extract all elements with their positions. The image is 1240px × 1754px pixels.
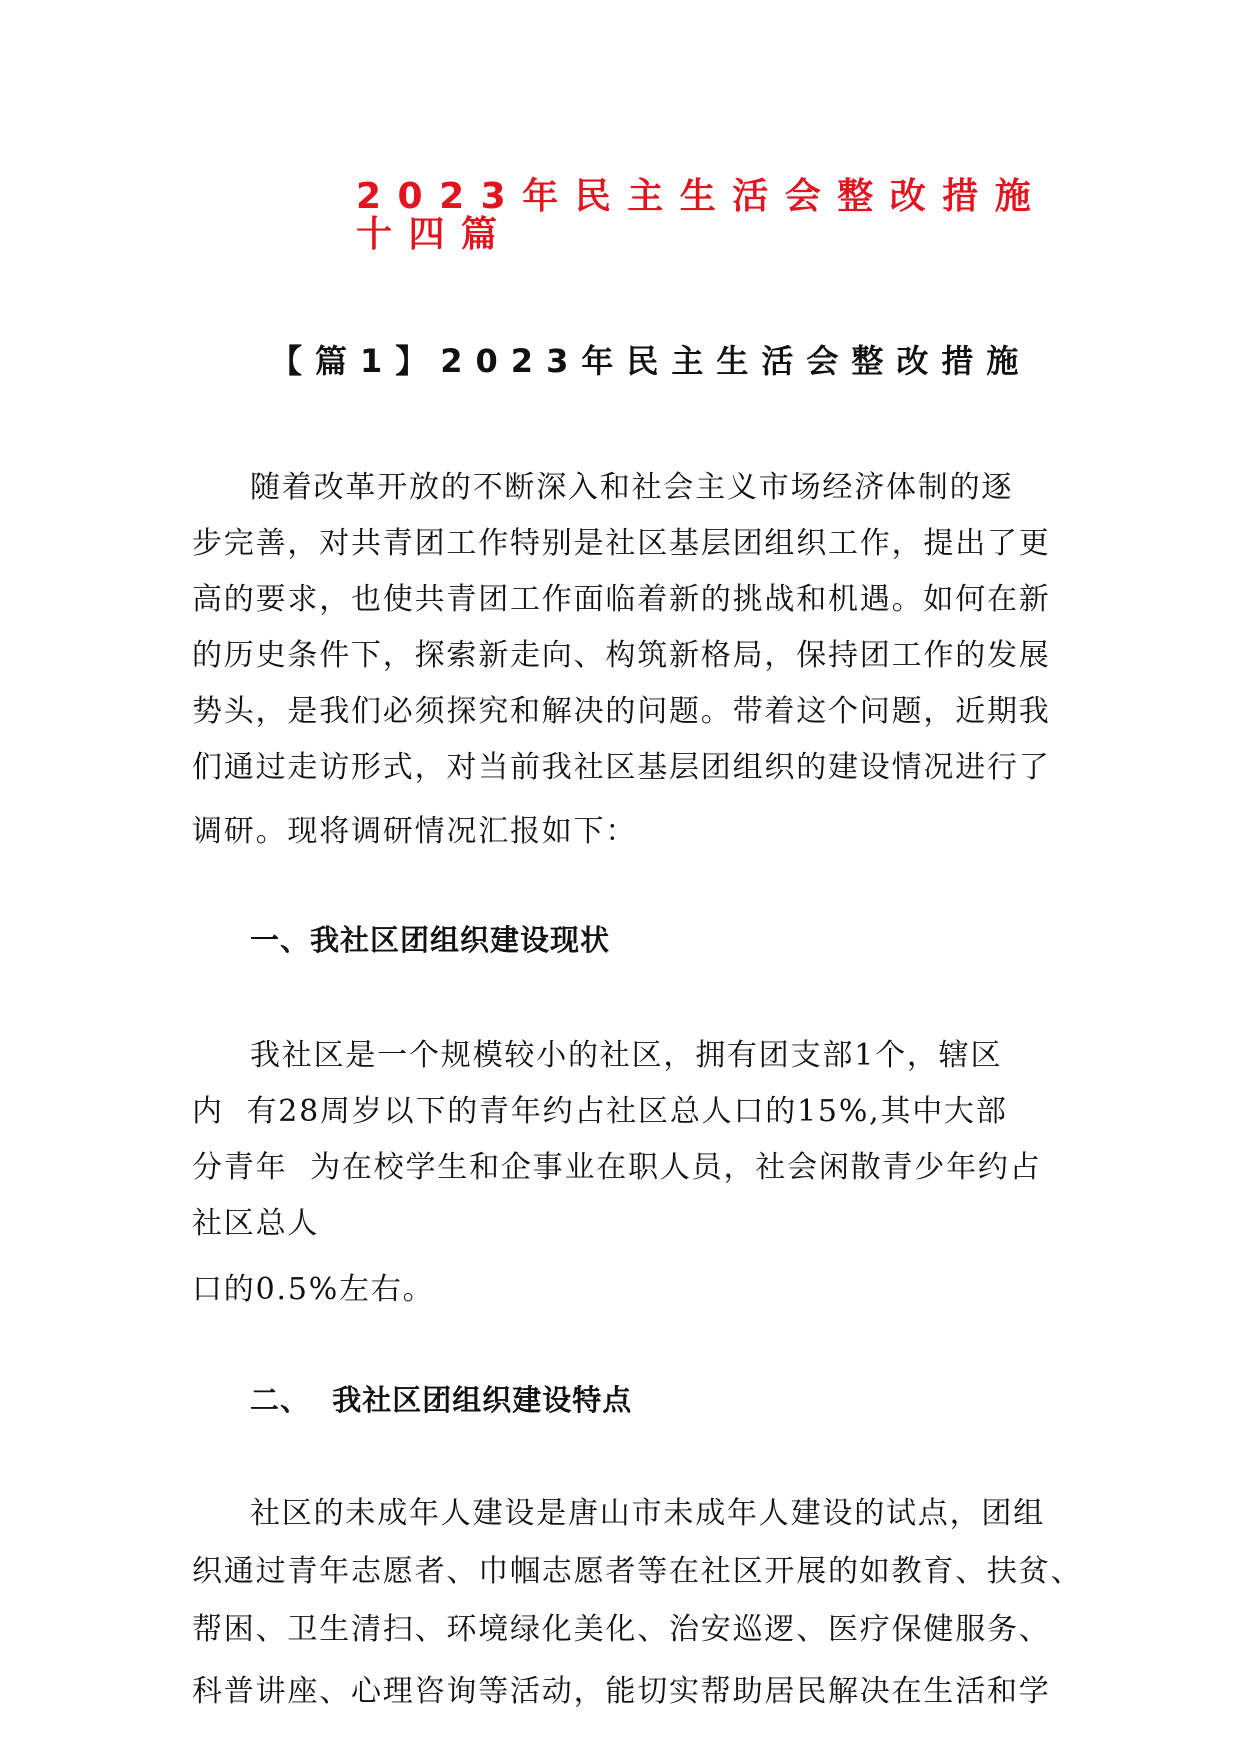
paragraph-line: 我社区是一个规模较小的社区，拥有团支部1个，辖区 <box>250 1038 1003 1073</box>
subheading-features: 二、 我社区团组织建设特点 <box>250 1383 633 1417</box>
paragraph-line: 分青年 为在校学生和企事业在职人员，社会闲散青少年约占 <box>192 1150 1042 1185</box>
paragraph-line: 内 有28周岁以下的青年约占社区总人口的15%,其中大部 <box>192 1094 1008 1129</box>
paragraph-line: 高的要求，也使共青团工作面临着新的挑战和机遇。如何在新 <box>192 582 1051 617</box>
paragraph-line: 科普讲座、心理咨询等活动，能切实帮助居民解决在生活和学 <box>192 1674 1051 1709</box>
paragraph-line: 口的0.5%左右。 <box>192 1272 435 1307</box>
section-heading: 【篇1】2023年民主生活会整改措施 <box>270 342 1032 380</box>
paragraph-line: 社区的未成年人建设是唐山市未成年人建设的试点，团组 <box>250 1496 1045 1531</box>
paragraph-line: 随着改革开放的不断深入和社会主义市场经济体制的逐 <box>250 470 1014 505</box>
paragraph-line: 调研。现将调研情况汇报如下： <box>192 814 638 849</box>
paragraph-line: 社区总人 <box>192 1206 320 1241</box>
paragraph-line: 织通过青年志愿者、巾帼志愿者等在社区开展的如教育、扶贫、 <box>192 1554 1083 1589</box>
paragraph-line: 的历史条件下，探索新走向、构筑新格局，保持团工作的发展 <box>192 638 1051 673</box>
paragraph-line: 帮困、卫生清扫、环境绿化美化、治安巡逻、医疗保健服务、 <box>192 1612 1051 1647</box>
document-title: 2023年民主生活会整改措施十四篇 <box>356 176 1048 255</box>
paragraph-line: 们通过走访形式，对当前我社区基层团组织的建设情况进行了 <box>192 750 1051 785</box>
paragraph-line: 势头，是我们必须探究和解决的问题。带着这个问题，近期我 <box>192 694 1051 729</box>
paragraph-line: 步完善，对共青团工作特别是社区基层团组织工作，提出了更 <box>192 526 1051 561</box>
subheading-status: 一、我社区团组织建设现状 <box>250 923 611 957</box>
